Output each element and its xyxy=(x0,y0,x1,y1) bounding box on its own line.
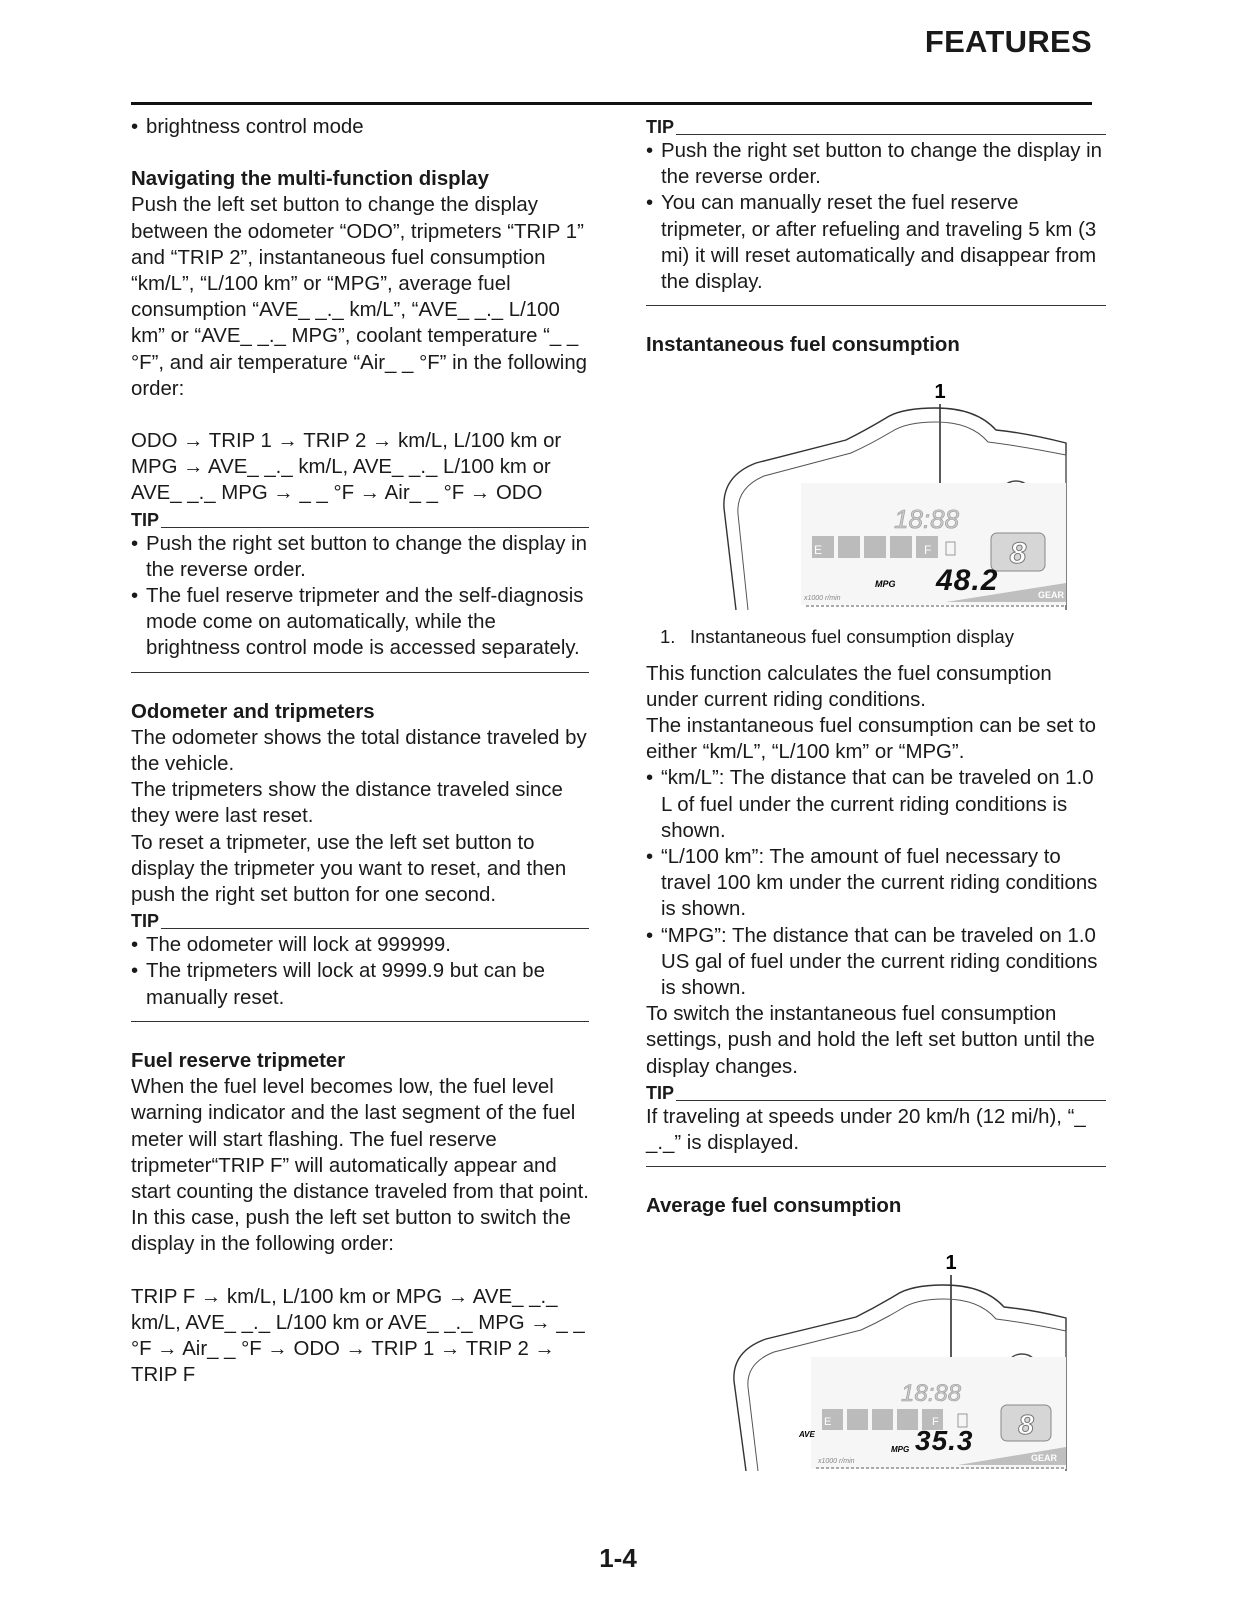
fuel-gauge-bar xyxy=(812,536,938,558)
instantaneous-paragraph-3: To switch the instantaneous fuel consumption settings, push and hold the left set button until the display changes. xyxy=(646,1003,1095,1078)
page-number: 1-4 xyxy=(599,1543,637,1573)
figure-caption xyxy=(646,624,1106,650)
section-heading-navigating: Navigating the multi-function display xyxy=(131,168,489,191)
callout-number: 1 xyxy=(945,1252,957,1275)
ave-label: AVE xyxy=(799,1430,815,1440)
right-column xyxy=(646,114,1106,1471)
tip-item: • The odometer will lock at 999999. xyxy=(131,932,589,958)
fuel-empty-label: E xyxy=(814,543,823,558)
instantaneous-paragraph-2: The instantaneous fuel consumption can be set to either “km/L”, “L/100 km” or “MPG”. xyxy=(646,715,1097,764)
caption-number: 1. xyxy=(660,626,676,648)
page-header-title: FEATURES xyxy=(924,24,1092,59)
tip-item: • The fuel reserve tripmeter and the self-diagnosis mode come on automatically, while the brightness control mode is accessed separately. xyxy=(131,583,589,662)
rpm-label: x1000 r/min xyxy=(804,595,841,603)
fuel-empty-label: E xyxy=(824,1416,832,1429)
fuel-full-label: F xyxy=(924,543,932,558)
unit-label: MPG xyxy=(875,579,896,590)
tip-rule xyxy=(676,1100,1106,1101)
unit-item-mpg: • “MPG”: The distance that can be traveled on 1.0 US gal of fuel under the current riding conditions is shown. xyxy=(646,923,1106,1002)
tip-label: TIP xyxy=(131,509,160,530)
tip-rule xyxy=(161,527,589,528)
section-heading-instantaneous: Instantaneous fuel consumption xyxy=(646,334,960,357)
reset-paragraph: To reset a tripmeter, use the left set button to display the tripmeter you want to reset, and then push the right set button for one second. xyxy=(131,831,567,907)
tip-header xyxy=(646,116,1106,138)
tip-item: • You can manually reset the fuel reserve tripmeter, or after refueling and traveling 5 km (3 mi) it will reset automatically and disappear from the display. xyxy=(646,190,1106,295)
tip-text: If traveling at speeds under 20 km/h (12 mi/h), “_ _._” is displayed. xyxy=(646,1105,1086,1155)
clock-readout: 18:88 xyxy=(894,504,960,535)
tip-item: • The tripmeters will lock at 9999.9 but can be manually reset. xyxy=(131,958,589,1010)
header-rule xyxy=(131,102,1092,105)
fuel-consumption-value: 48.2 xyxy=(936,564,999,598)
callout-number: 1 xyxy=(934,381,946,404)
fuel-reserve-paragraph: When the fuel level becomes low, the fuel level warning indicator and the last segment of the fuel meter will start flashing. The fuel reserve tripmeter“TRIP F” will automatically appear and start counting the distance traveled from that point. In this case, push the left set button to switch the display in the following order: xyxy=(131,1076,589,1256)
navigating-sequence: ODO → TRIP 1 → TRIP 2 → km/L, L/100 km or MPG → AVE_ _._ km/L, AVE_ _._ L/100 km or AVE_ _._ MPG → _ _ °F → Air_ _ °F → ODO xyxy=(131,430,562,505)
odometer-paragraph: The odometer shows the total distance traveled by the vehicle. xyxy=(131,726,587,776)
fuel-consumption-value: 35.3 xyxy=(915,1425,974,1457)
tip-header xyxy=(646,1082,1106,1104)
fuel-reserve-sequence: TRIP F → km/L, L/100 km or MPG → AVE_ _._ km/L, AVE_ _._ L/100 km or AVE_ _._ MPG → _ _ °F → Air_ _ °F → ODO → TRIP 1 → TRIP 2 → TRIP F xyxy=(131,1285,585,1387)
gear-label: GEAR xyxy=(1031,1453,1058,1464)
tip-header xyxy=(131,910,589,932)
tip-label: TIP xyxy=(646,117,675,137)
unit-label: MPG xyxy=(891,1445,910,1455)
instrument-display-figure-2 xyxy=(646,1219,1106,1471)
tip-label: TIP xyxy=(131,911,160,932)
tip-rule xyxy=(161,928,589,929)
tip-header xyxy=(131,509,589,531)
tripmeter-paragraph: The tripmeters show the distance traveled since they were last reset. xyxy=(131,779,563,828)
section-heading-fuel-reserve: Fuel reserve tripmeter xyxy=(131,1049,346,1072)
fuel-full-label: F xyxy=(932,1416,939,1429)
bullet-brightness-mode: • brightness control mode xyxy=(131,114,589,140)
gear-label: GEAR xyxy=(1038,590,1065,601)
caption-text: Instantaneous fuel consumption display xyxy=(690,626,1014,648)
clock-readout: 18:88 xyxy=(901,1380,962,1408)
tip-label: TIP xyxy=(646,1082,675,1103)
tip-item: • Push the right set button to change the display in the reverse order. xyxy=(131,531,589,583)
meter-illustration-2 xyxy=(646,1219,1106,1471)
gear-digit: 8 xyxy=(1018,1409,1034,1441)
unit-item-l100km: • “L/100 km”: The amount of fuel necessary to travel 100 km under the current riding conditions is shown. xyxy=(646,844,1106,923)
navigating-paragraph: Push the left set button to change the display between the odometer “ODO”, tripmeters “TRIP 1” and “TRIP 2”, instantaneous fuel consumption “km/L”, “L/100 km” or “MPG”, average fuel consumption “AVE_ _._ km/L”, “AVE_ _._ L/100 km” or “AVE_ _._ MPG”, coolant temperature “_ _ °F”, and air temperature “Air_ _ °F” in the following order: xyxy=(131,194,588,400)
meter-illustration-1 xyxy=(646,358,1106,610)
tip-rule xyxy=(676,134,1106,135)
instrument-display-figure-1 xyxy=(646,358,1106,610)
tip-item: • Push the right set button to change the display in the reverse order. xyxy=(646,138,1106,190)
section-heading-average: Average fuel consumption xyxy=(646,1195,902,1218)
gear-digit: 8 xyxy=(1009,537,1027,571)
section-heading-odometer: Odometer and tripmeters xyxy=(131,700,375,723)
unit-item-kml: • “km/L”: The distance that can be traveled on 1.0 L of fuel under the current riding conditions is shown. xyxy=(646,765,1106,844)
left-column xyxy=(131,114,589,1388)
instantaneous-paragraph-1: This function calculates the fuel consumption under current riding conditions. xyxy=(646,662,1052,711)
rpm-label: x1000 r/min xyxy=(818,1458,855,1466)
